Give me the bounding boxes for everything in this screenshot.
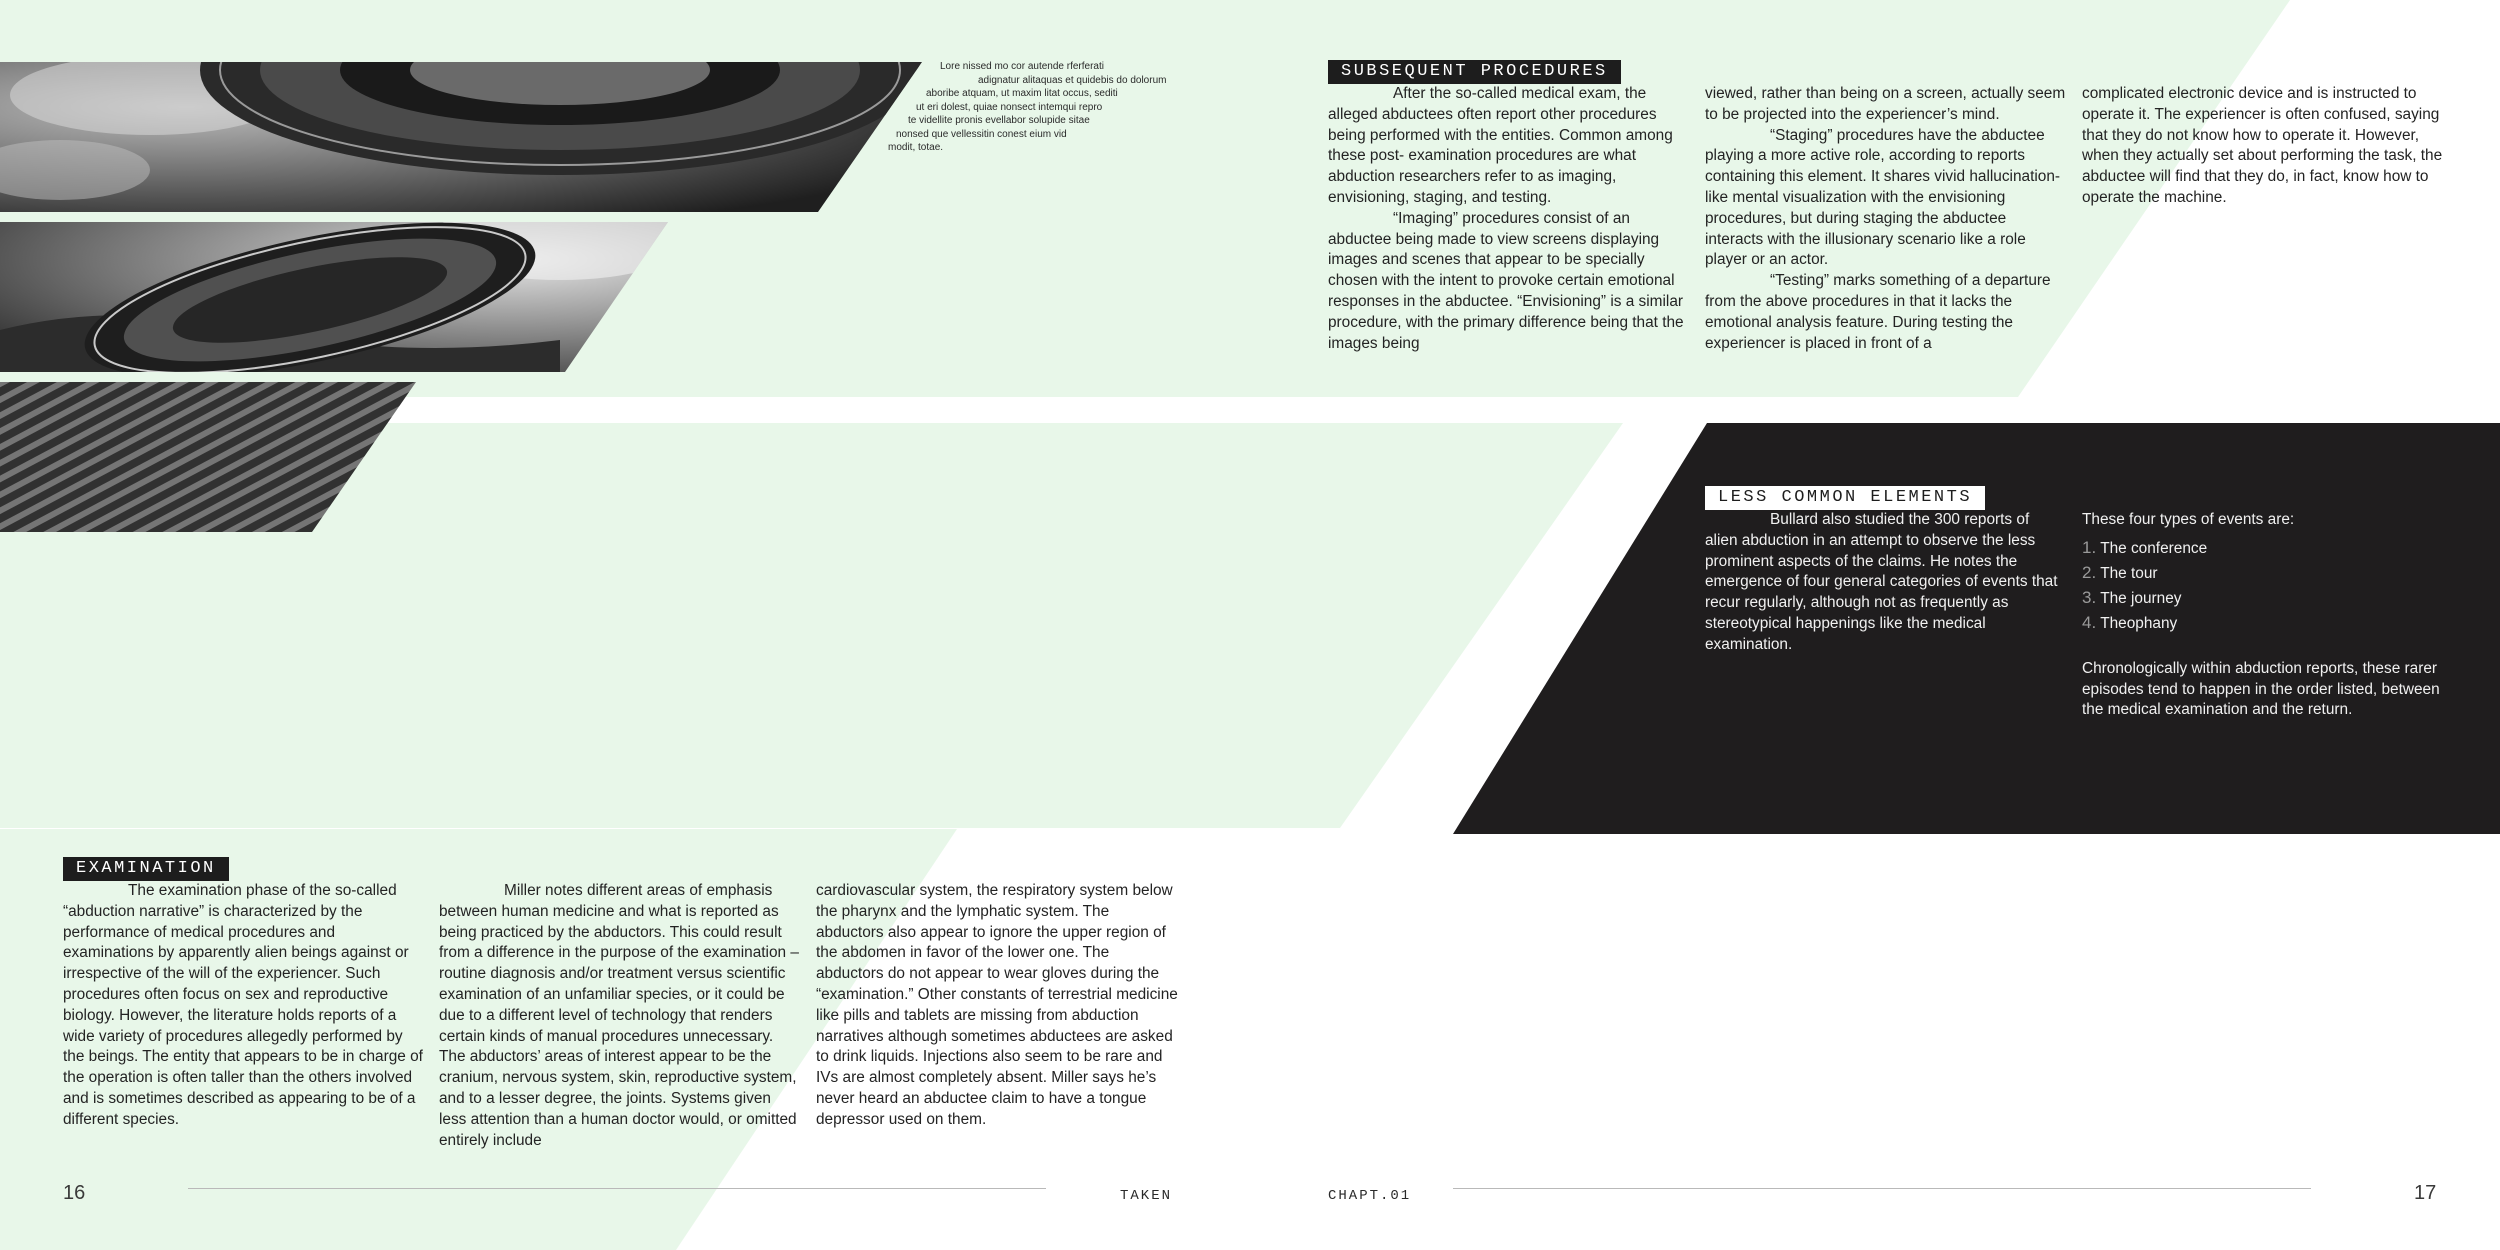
list-label: The tour — [2100, 564, 2158, 582]
section-heading-subsequent-procedures: SUBSEQUENT PROCEDURES — [1328, 60, 1621, 84]
caption-line: nonsed que vellessitin conest eium vid — [896, 128, 1067, 140]
footer-rule-right — [1453, 1188, 2311, 1189]
list-number: 2. — [2082, 562, 2097, 582]
subsequent-column-1 — [1328, 84, 1686, 354]
list-item — [2082, 610, 2452, 635]
paragraph: After the so-called medical exam, the alleged abductees often report other procedures being performed with the entities. Common among these post- examination procedures are what abduction researchers refer to as imaging, envisioning, staging, and testing. — [1328, 85, 1673, 206]
paragraph: “Testing” marks something of a departure from the above procedures in that it lacks the emotional analysis feature. During testing the experiencer is placed in front of a — [1705, 272, 2051, 352]
running-head-left: TAKEN — [1120, 1188, 1173, 1204]
list-number: 4. — [2082, 612, 2097, 632]
paragraph: viewed, rather than being on a screen, actually seem to be projected into the experiencer’s mind. — [1705, 85, 2066, 123]
page-number-right: 17 — [2414, 1182, 2437, 1204]
list-label: The conference — [2100, 539, 2208, 557]
paragraph: “Imaging” procedures consist of an abductee being made to view screens displaying images and scenes that appear to be specially chosen with the intent to provoke certain emotional responses in the abductee. “Envisioning” is a similar procedure, with the primary difference being that the images being — [1328, 209, 1684, 352]
caption-line: ut eri dolest, quiae nonsect intemqui repro — [916, 101, 1103, 113]
paragraph: Miller notes different areas of emphasis between human medicine and what is reported as being practiced by the abductors. This could result from a difference in the purpose of the examination – routine diagnosis and/or treatment versus scientific examination of an unfamiliar species, or it could be due to a different level of technology that renders certain kinds of manual procedures unnecessary. The abductors’ areas of interest appear to be the cranium, nervous system, skin, reproductive system, and to a lesser degree, the joints. Systems given less attention than a human doctor would, or omitted entirely include — [439, 882, 799, 1149]
list-item — [2082, 535, 2452, 560]
paragraph: Bullard also studied the 300 reports of alien abduction in an attempt to observe the less prominent aspects of the claims. He notes the emergence of four general categories of events that recur regularly, although not as frequently as stereotypical happenings like the medical examination. — [1705, 511, 2058, 653]
caption-line: modit, totae. — [888, 142, 944, 153]
paragraph: “Staging” procedures have the abductee playing a more active role, according to reports containing this element. It shares vivid hallucination-like mental visualization with the envisioning procedures, but during staging the abductee interacts with the illusionary scenario like a role player or an actor. — [1705, 126, 2061, 269]
list-label: The journey — [2100, 589, 2182, 607]
caption-line: adignatur alitaquas et quidebis do dolorum — [978, 74, 1167, 86]
footer-rule-left — [188, 1188, 1046, 1189]
page-number-left: 16 — [63, 1182, 86, 1204]
list-item — [2082, 560, 2452, 585]
less-common-column-1 — [1705, 510, 2065, 656]
paragraph: cardiovascular system, the respiratory system below the pharynx and the lymphatic system. The abductors also appear to ignore the upper region of the abdomen in favor of the lower one. The abductors do not appear to wear gloves during the “examination.” Other constants of terrestrial medicine like pills and tablets are missing from abduction narratives although sometimes abductees are asked to drink liquids. Injections also seem to be rare and IVs are almost completely absent. Miller says he’s never heard an abductee claim to have a tongue depressor used on them. — [816, 882, 1178, 1128]
paragraph: complicated electronic device and is instructed to operate it. The experiencer is often confused, saying that they do not know how to operate it. However, when they actually set about performing the task, the abductee will find that they do, in fact, know how to operate the machine. — [2082, 85, 2443, 206]
examination-column-1 — [63, 881, 423, 1131]
list-item — [2082, 585, 2452, 610]
subsequent-column-3 — [2082, 84, 2444, 209]
section-heading-less-common-elements: LESS COMMON ELEMENTS — [1705, 486, 1985, 510]
paragraph: The examination phase of the so-called “abduction narrative” is characterized by the performance of medical procedures and examinations by apparently alien beings against or irrespective of the will of the experiencer. Such procedures often focus on sex and reproductive biology. However, the literature holds reports of a wide variety of procedures allegedly performed by the beings. The entity that appears to be in charge of the operation is often taller than the others involved and is sometimes described as appearing to be of a different species. — [63, 882, 423, 1128]
list-number: 1. — [2082, 537, 2097, 557]
list-number: 3. — [2082, 587, 2097, 607]
paragraph: Chronologically within abduction reports, these rarer episodes tend to happen in the order listed, between the medical examination and the return. — [2082, 659, 2440, 719]
caption-line: te videllite pronis evellabor solupide sitae — [908, 115, 1090, 126]
list-intro: These four types of events are: — [2082, 511, 2295, 528]
section-heading-examination: EXAMINATION — [63, 857, 229, 881]
event-list — [2082, 535, 2452, 635]
caption-line: aboribe atquam, ut maxim litat occus, sediti — [926, 88, 1118, 99]
examination-column-2 — [439, 881, 799, 1151]
less-common-column-2 — [2082, 510, 2452, 721]
image-caption — [880, 60, 1180, 155]
list-label: Theophany — [2100, 614, 2178, 632]
caption-line: Lore nissed mo cor autende rferferati — [940, 61, 1104, 72]
subsequent-column-2 — [1705, 84, 2067, 354]
running-head-right: CHAPT.01 — [1328, 1188, 1412, 1204]
examination-column-3 — [816, 881, 1178, 1131]
